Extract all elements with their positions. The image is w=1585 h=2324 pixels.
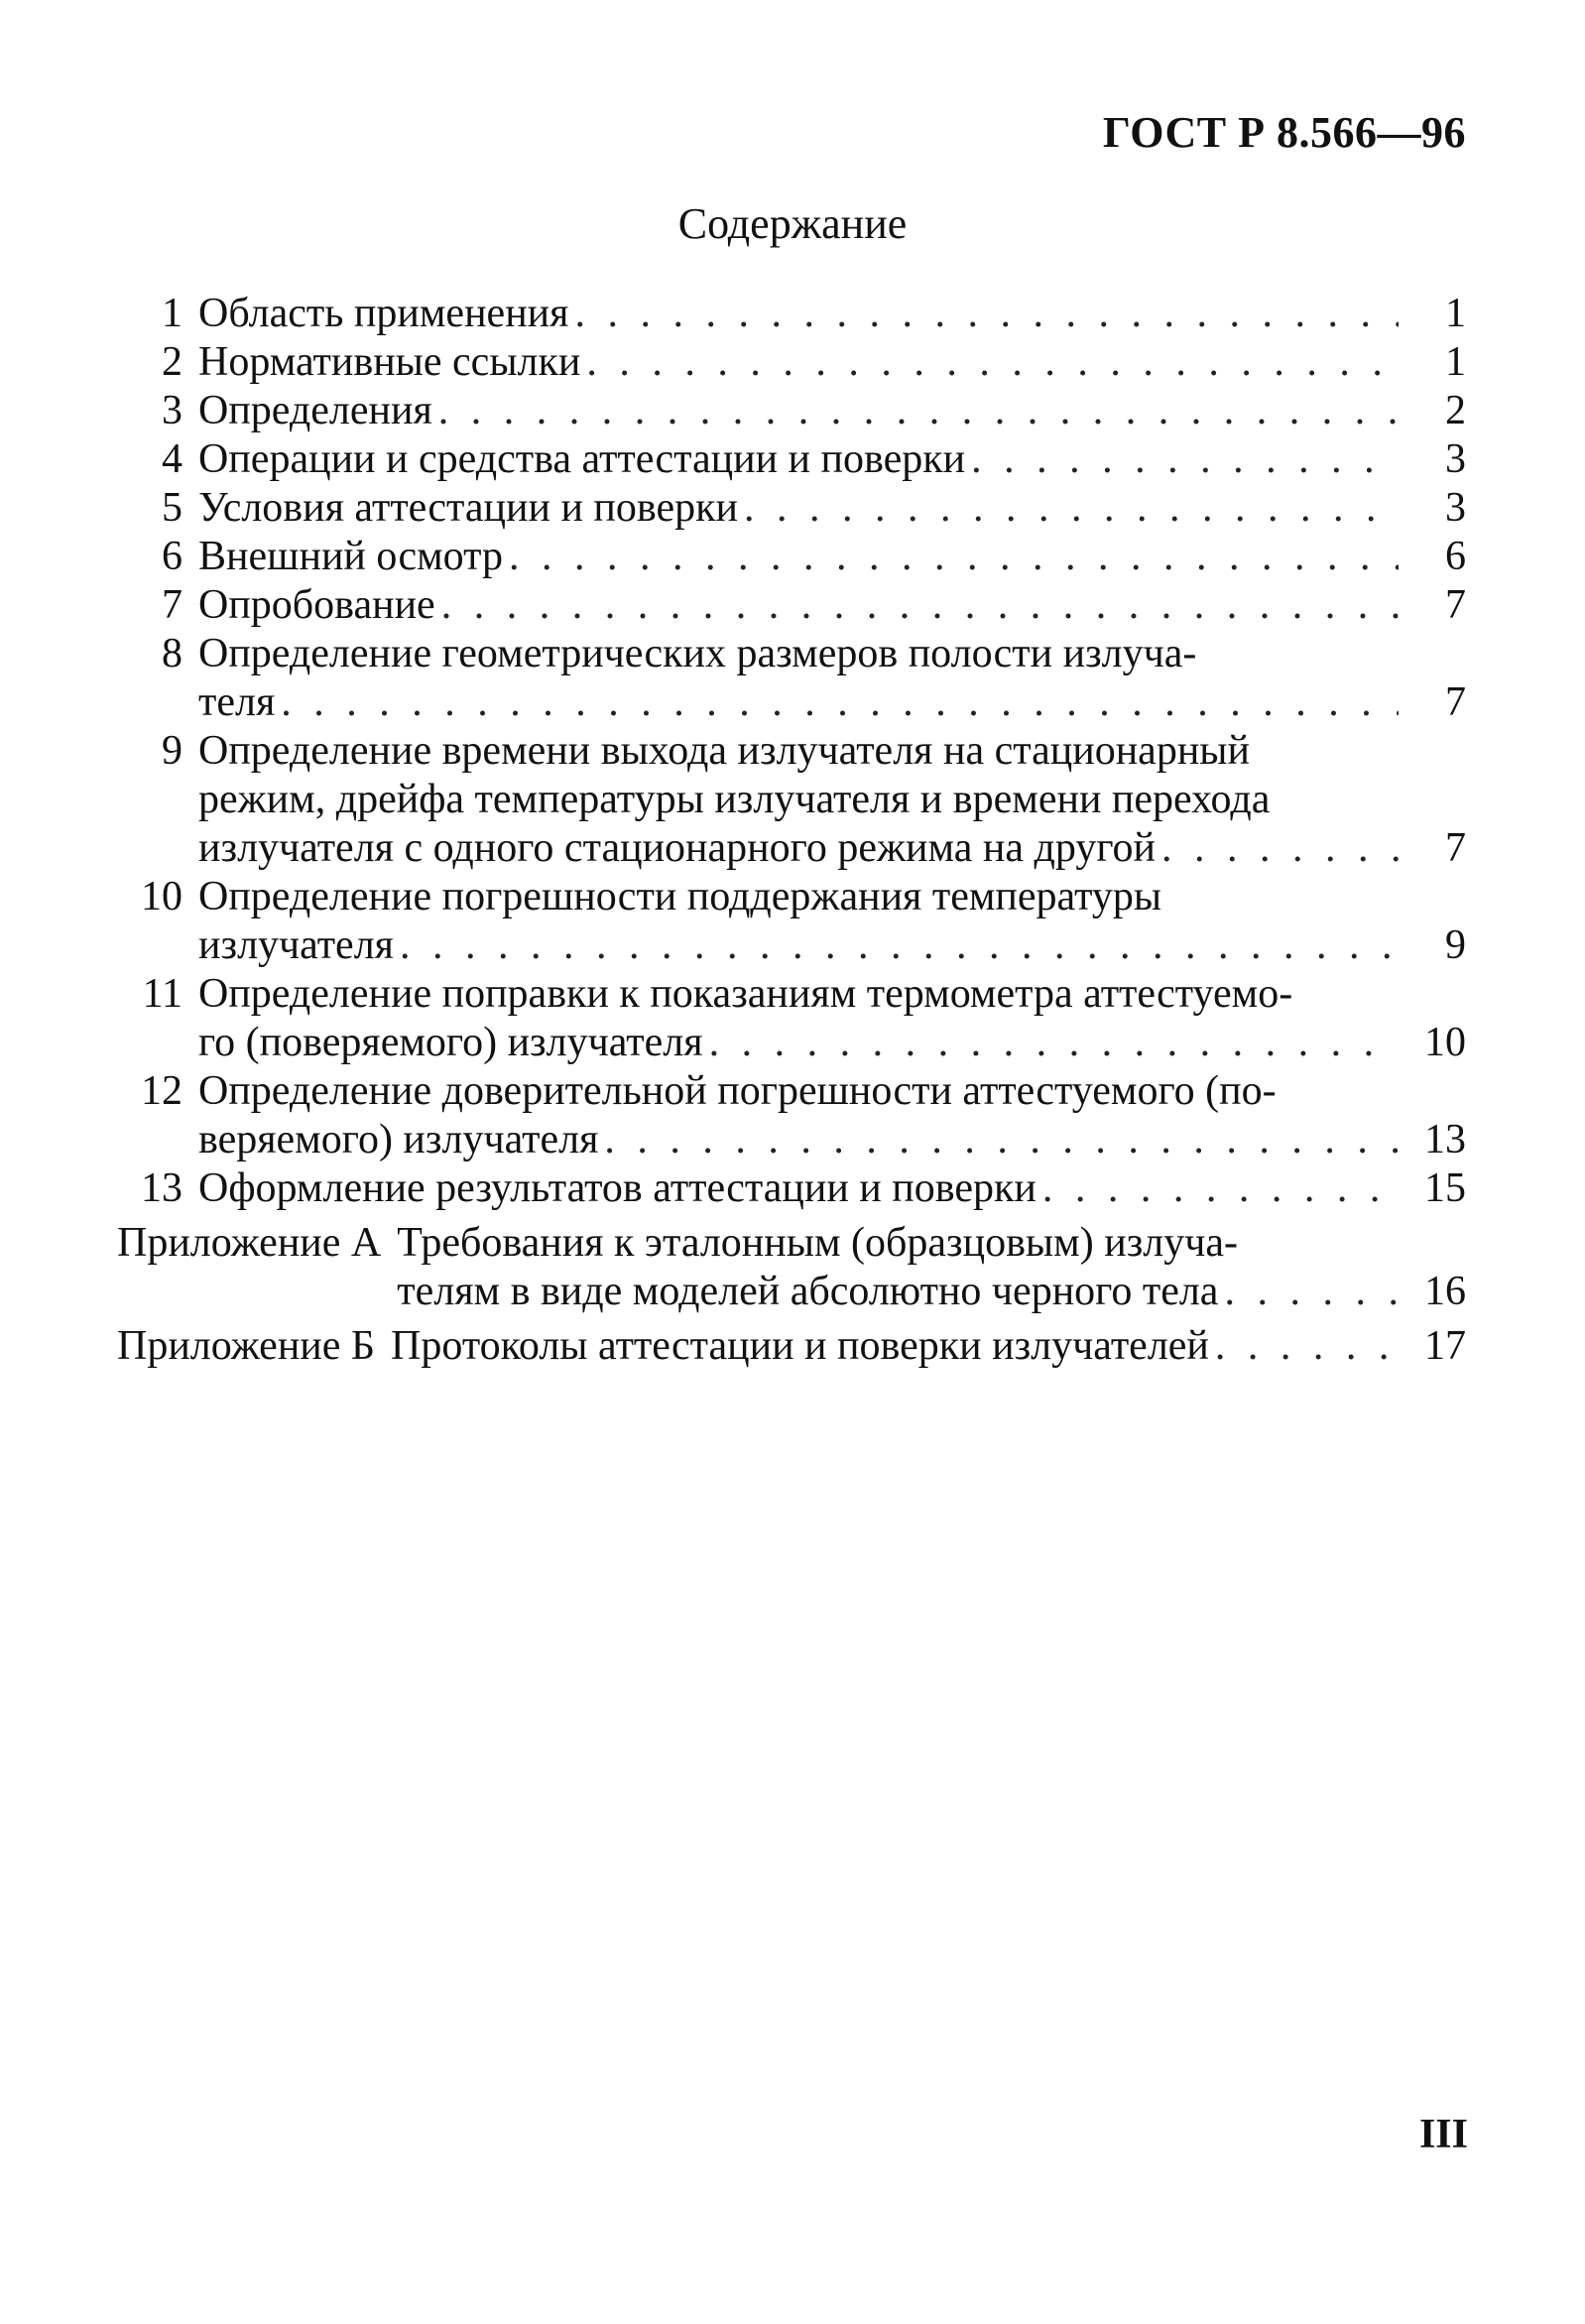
appendix-page: 17 [1424,1323,1466,1369]
toc-entry-title-line: излучателя с одного стационарного режима на другой [198,825,1156,871]
toc-entry-number: 5 [162,485,183,531]
toc-entry-page: 1 [1445,291,1466,336]
toc-entry-page: 9 [1445,922,1466,968]
toc-entry-page: 7 [1445,582,1466,628]
toc-entry-7[interactable] [117,581,1466,630]
toc-entry-13[interactable] [117,1164,1466,1213]
toc-entry-title: Определения [198,388,432,433]
toc-entry-10[interactable] [117,873,1466,970]
dot-leader [574,290,1399,338]
toc-entry-5[interactable] [117,484,1466,533]
appendix-page: 16 [1424,1269,1466,1314]
appendix-title-line: телям в виде моделей абсолютно черного тела [397,1269,1219,1314]
toc-entry-page: 2 [1445,388,1466,433]
toc-entry-9[interactable] [117,727,1466,873]
dot-leader [509,533,1399,581]
toc-entry-title-line: Определение доверительной погрешности аттестуемого (по- [198,1068,1277,1114]
toc-entry-title-line: Определение геометрических размеров полости излуча- [198,631,1197,676]
toc-entry-page: 1 [1445,339,1466,385]
toc-entry-title-line: веряемого) излучателя [198,1117,599,1162]
toc-entry-number: 12 [141,1068,183,1114]
appendix-label: Приложение А [117,1220,382,1266]
appendix-label: Приложение Б [117,1323,376,1369]
toc-title: Содержание [677,199,908,248]
dot-leader [281,678,1399,727]
toc-entry-title-line: излучателя [198,922,394,968]
toc-entry-number: 11 [142,971,183,1017]
toc-entry-title: Операции и средства аттестации и поверки [198,436,966,482]
document-code: ГОСТ Р 8.566—96 [1102,108,1466,157]
toc-entry-11[interactable] [117,970,1466,1067]
toc-entry-6[interactable] [117,533,1466,581]
toc-entry-title: Условия аттестации и поверки [198,485,739,531]
appendix-title-line: Протоколы аттестации и поверки излучателей [391,1323,1209,1369]
toc-entry-title: Нормативные ссылки [198,339,581,385]
toc-appendix-a[interactable] [117,1219,1466,1316]
dot-leader [438,387,1399,435]
toc-entry-number: 6 [162,534,183,579]
toc-entry-title: Оформление результатов аттестации и поверки [198,1165,1036,1211]
toc-entry-number: 9 [162,728,183,774]
toc-entry-number: 10 [141,874,183,919]
toc-entry-8[interactable] [117,630,1466,727]
appendix-title-line: Требования к эталонным (образцовым) излуча- [397,1220,1238,1266]
toc-entry-number: 1 [162,291,183,336]
toc-entry-4[interactable] [117,435,1466,484]
toc-entry-number: 4 [162,436,183,482]
toc-entry-page: 15 [1424,1165,1466,1211]
toc-entry-title: Внешний осмотр [198,534,503,579]
toc-entry-number: 8 [162,631,183,676]
dot-leader [1224,1268,1399,1316]
toc-entry-2[interactable] [117,338,1466,387]
dot-leader [1161,824,1399,873]
toc-entry-page: 3 [1445,436,1466,482]
dot-leader [971,435,1399,484]
toc-entry-number: 7 [162,582,183,628]
toc-entry-number: 3 [162,388,183,433]
toc-appendix-b[interactable] [117,1322,1466,1371]
toc-entry-title: Область применения [198,291,569,336]
dot-leader [400,921,1399,970]
dot-leader [586,338,1399,387]
table-of-contents [117,290,1466,1371]
toc-entry-page: 10 [1424,1020,1466,1065]
page-number: III [1418,2112,1468,2157]
dot-leader [709,1019,1399,1067]
toc-entry-title-line: Определение погрешности поддержания температуры [198,874,1162,919]
dot-leader [1215,1322,1399,1371]
toc-entry-title-line: Определение поправки к показаниям термометра аттестуемо- [198,971,1293,1017]
dot-leader [604,1116,1399,1164]
toc-entry-title-line: теля [198,679,276,725]
toc-entry-page: 7 [1445,679,1466,725]
dot-leader [1042,1164,1399,1213]
toc-entry-page: 7 [1445,825,1466,871]
toc-entry-title-line: го (поверяемого) излучателя [198,1020,703,1065]
toc-entry-page: 13 [1424,1117,1466,1162]
toc-entry-12[interactable] [117,1067,1466,1164]
toc-entry-3[interactable] [117,387,1466,435]
toc-entry-1[interactable] [117,290,1466,338]
toc-entry-title: Опробование [198,582,435,628]
toc-entry-title-line: режим, дрейфа температуры излучателя и времени перехода [198,777,1271,822]
dot-leader [744,484,1399,533]
toc-entry-page: 3 [1445,485,1466,531]
toc-entry-title-line: Определение времени выхода излучателя на стационарный [198,728,1250,774]
toc-entry-number: 13 [141,1165,183,1211]
toc-entry-page: 6 [1445,534,1466,579]
dot-leader [441,581,1399,630]
toc-entry-number: 2 [162,339,183,385]
